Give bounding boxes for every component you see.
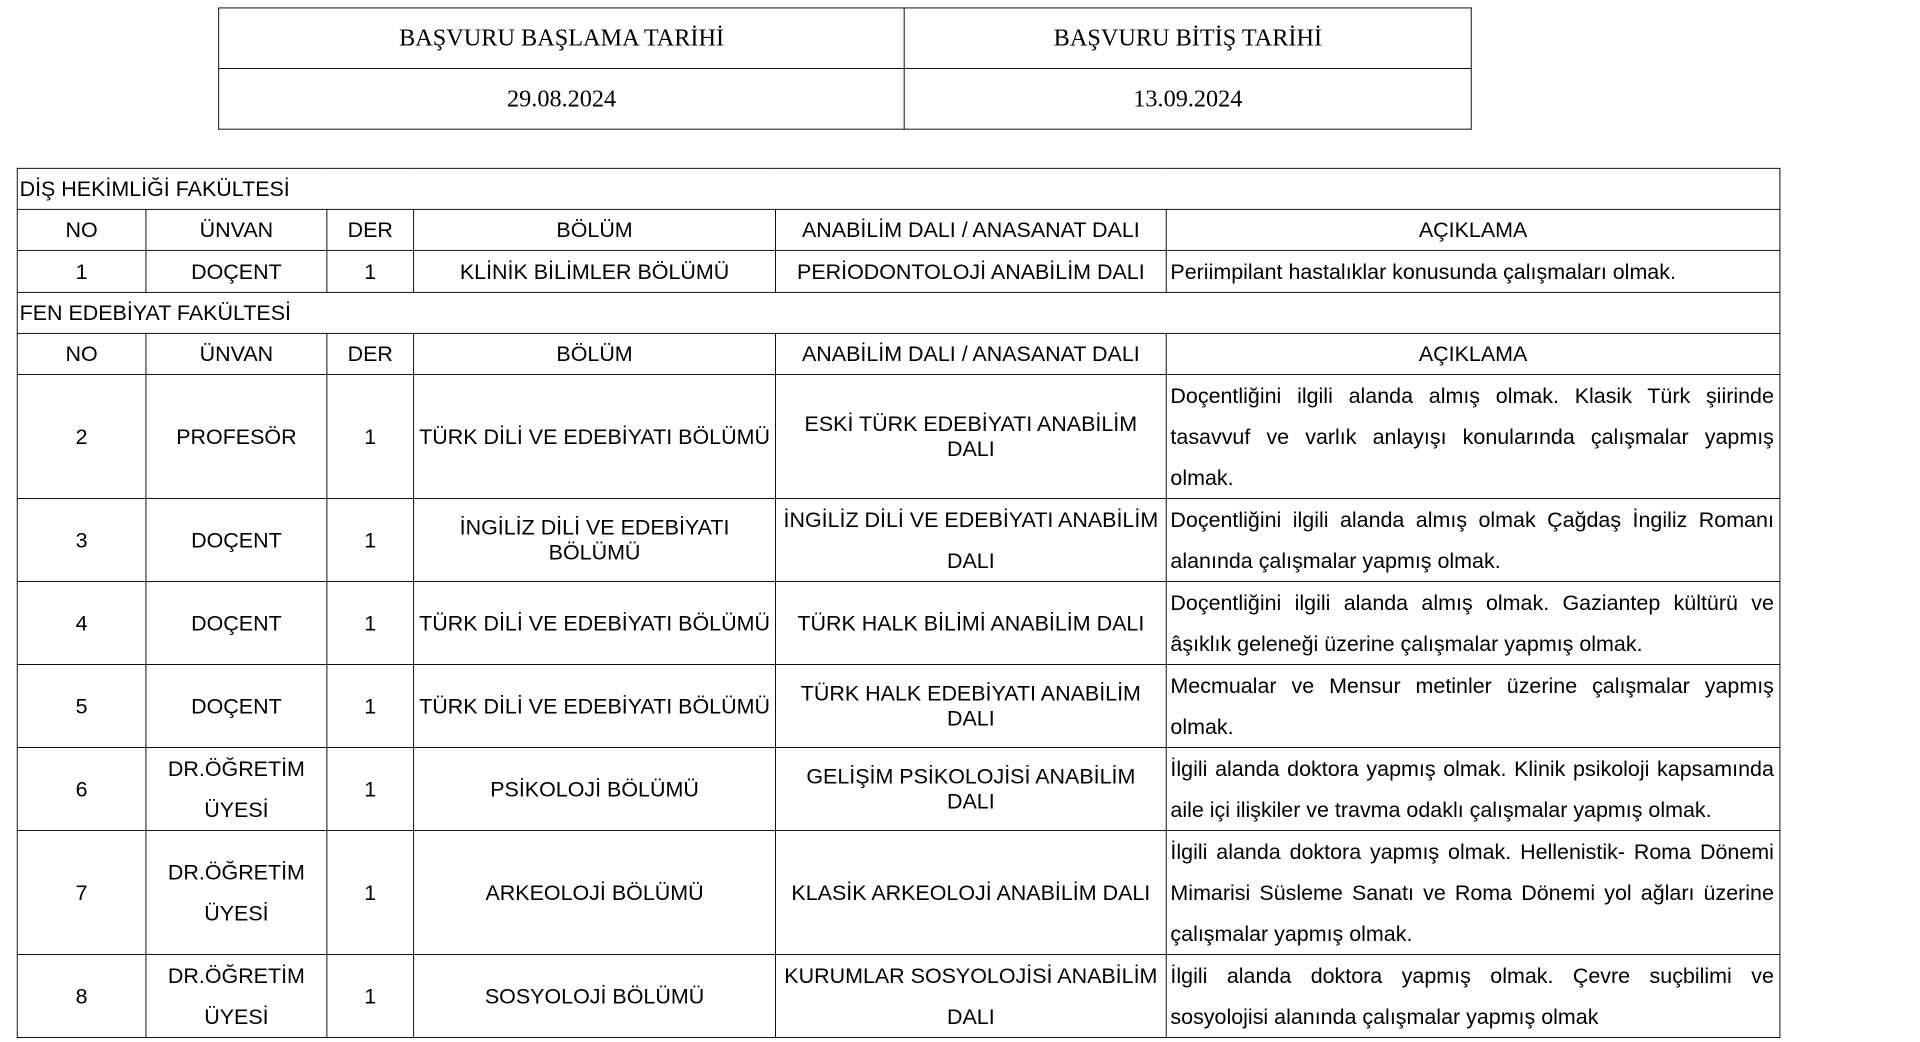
faculty-title: FEN EDEBİYAT FAKÜLTESİ [17,292,1780,333]
cell-no: 6 [17,747,146,830]
cell-aciklama: Doçentliğini ilgili alanda almış olmak. Gaziantep kültürü ve âşıklık geleneği üzerine çalışmalar yapmış olmak. [1166,581,1780,664]
cell-aciklama: Periimpilant hastalıklar konusunda çalışmaları olmak. [1166,250,1780,292]
cell-unvan: DR.ÖĞRETİM ÜYESİ [146,955,327,1038]
positions-table [17,168,1781,1038]
cell-unvan: DOÇENT [146,664,327,747]
table-row [17,250,1780,292]
header-anabilim: ANABİLİM DALI / ANASANAT DALI [775,209,1166,250]
cell-bolum: ARKEOLOJİ BÖLÜMÜ [414,830,776,954]
cell-unvan: DR.ÖĞRETİM ÜYESİ [146,747,327,830]
cell-anabilim: KURUMLAR SOSYOLOJİSİ ANABİLİM DALI [775,955,1166,1038]
table-row [17,747,1780,830]
cell-no: 2 [17,374,146,498]
cell-der: 1 [327,250,414,292]
faculty-title: DİŞ HEKİMLİĞİ FAKÜLTESİ [17,168,1780,209]
application-dates-table [218,7,1471,129]
cell-no: 3 [17,498,146,581]
header-der: DER [327,209,414,250]
cell-bolum: TÜRK DİLİ VE EDEBİYATI BÖLÜMÜ [414,581,776,664]
cell-der: 1 [327,498,414,581]
cell-der: 1 [327,830,414,954]
cell-aciklama: İlgili alanda doktora yapmış olmak. Klinik psikoloji kapsamında aile içi ilişkiler ve travma odaklı çalışmalar yapmış olmak. [1166,747,1780,830]
cell-anabilim: TÜRK HALK BİLİMİ ANABİLİM DALI [775,581,1166,664]
header-bolum: BÖLÜM [414,333,776,374]
header-unvan: ÜNVAN [146,209,327,250]
cell-bolum: TÜRK DİLİ VE EDEBİYATI BÖLÜMÜ [414,374,776,498]
cell-aciklama: Mecmualar ve Mensur metinler üzerine çalışmalar yapmış olmak. [1166,664,1780,747]
cell-anabilim: İNGİLİZ DİLİ VE EDEBİYATI ANABİLİM DALI [775,498,1166,581]
cell-unvan: DOÇENT [146,498,327,581]
cell-unvan: PROFESÖR [146,374,327,498]
cell-anabilim: PERİODONTOLOJİ ANABİLİM DALI [775,250,1166,292]
header-no: NO [17,333,146,374]
table-row [17,498,1780,581]
cell-anabilim: GELİŞİM PSİKOLOJİSİ ANABİLİM DALI [775,747,1166,830]
table-row [17,955,1780,1038]
cell-no: 1 [17,250,146,292]
cell-der: 1 [327,664,414,747]
header-aciklama: AÇIKLAMA [1166,209,1780,250]
table-row [17,830,1780,954]
end-date-value: 13.09.2024 [905,69,1472,130]
cell-anabilim: KLASİK ARKEOLOJİ ANABİLİM DALI [775,830,1166,954]
cell-bolum: İNGİLİZ DİLİ VE EDEBİYATI BÖLÜMÜ [414,498,776,581]
cell-bolum: KLİNİK BİLİMLER BÖLÜMÜ [414,250,776,292]
cell-aciklama: Doçentliğini ilgili alanda almış olmak Çağdaş İngiliz Romanı alanında çalışmalar yapmış olmak. [1166,498,1780,581]
cell-der: 1 [327,747,414,830]
table-row [17,581,1780,664]
header-unvan: ÜNVAN [146,333,327,374]
cell-bolum: SOSYOLOJİ BÖLÜMÜ [414,955,776,1038]
cell-der: 1 [327,581,414,664]
header-aciklama: AÇIKLAMA [1166,333,1780,374]
cell-no: 7 [17,830,146,954]
cell-anabilim: ESKİ TÜRK EDEBİYATI ANABİLİM DALI [775,374,1166,498]
table-row [17,664,1780,747]
header-no: NO [17,209,146,250]
cell-unvan: DOÇENT [146,581,327,664]
cell-bolum: TÜRK DİLİ VE EDEBİYATI BÖLÜMÜ [414,664,776,747]
end-date-label: BAŞVURU BİTİŞ TARİHİ [905,8,1472,69]
cell-no: 4 [17,581,146,664]
cell-no: 8 [17,955,146,1038]
start-date-label: BAŞVURU BAŞLAMA TARİHİ [219,8,905,69]
start-date-value: 29.08.2024 [219,69,905,130]
cell-bolum: PSİKOLOJİ BÖLÜMÜ [414,747,776,830]
header-bolum: BÖLÜM [414,209,776,250]
header-der: DER [327,333,414,374]
header-anabilim: ANABİLİM DALI / ANASANAT DALI [775,333,1166,374]
table-row [17,374,1780,498]
cell-no: 5 [17,664,146,747]
cell-aciklama: İlgili alanda doktora yapmış olmak. Çevre suçbilimi ve sosyolojisi alanında çalışmalar yapmış olmak [1166,955,1780,1038]
cell-aciklama: Doçentliğini ilgili alanda almış olmak. Klasik Türk şiirinde tasavvuf ve varlık anlayışı konularında çalışmalar yapmış olmak. [1166,374,1780,498]
cell-aciklama: İlgili alanda doktora yapmış olmak. Hellenistik- Roma Dönemi Mimarisi Süsleme Sanatı ve Roma Dönemi yol ağları üzerine çalışmalar yapmış olmak. [1166,830,1780,954]
cell-unvan: DOÇENT [146,250,327,292]
cell-der: 1 [327,955,414,1038]
cell-anabilim: TÜRK HALK EDEBİYATI ANABİLİM DALI [775,664,1166,747]
cell-unvan: DR.ÖĞRETİM ÜYESİ [146,830,327,954]
cell-der: 1 [327,374,414,498]
